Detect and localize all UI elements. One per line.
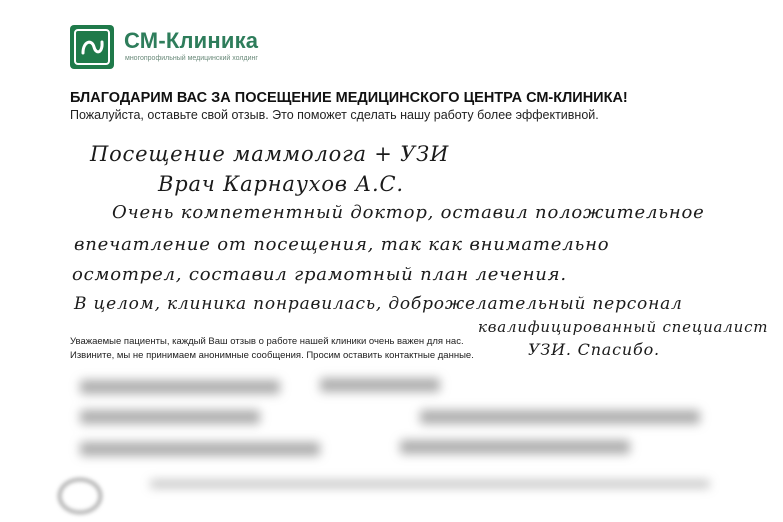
- handwritten-line-6: В целом, клиника понравилась, доброжелательный персонал: [74, 294, 683, 314]
- checkbox-circle: [58, 478, 102, 514]
- handwritten-line-7: квалифицированный специалист: [478, 318, 769, 336]
- notice-line-2: Извините, мы не принимаем анонимные сообщения. Просим оставить контактные данные.: [70, 350, 474, 361]
- brand-tagline: многопрофильный медицинский холдинг: [125, 55, 258, 62]
- handwritten-line-1: Посещение маммолога + УЗИ: [90, 142, 450, 166]
- notice-line-1: Уважаемые пациенты, каждый Ваш отзыв о работе нашей клиники очень важен для нас.: [70, 336, 464, 347]
- handwritten-line-4: впечатление от посещения, так как внимательно: [74, 234, 610, 255]
- redacted-contact-area: [60, 370, 750, 510]
- form-subline: Пожалуйста, оставьте свой отзыв. Это поможет сделать нашу работу более эффективной.: [70, 108, 599, 122]
- logo: [70, 25, 114, 69]
- handwritten-line-5: осмотрел, составил грамотный план лечения.: [72, 264, 567, 285]
- form-headline: БЛАГОДАРИМ ВАС ЗА ПОСЕЩЕНИЕ МЕДИЦИНСКОГО ЦЕНТРА СМ-КЛИНИКА!: [70, 90, 628, 106]
- brand-name: СМ-Клиника: [124, 28, 259, 53]
- handwritten-line-8: УЗИ. Спасибо.: [528, 340, 660, 359]
- handwritten-line-3: Очень компетентный доктор, оставил положительное: [112, 202, 705, 223]
- logo-mark-icon: [70, 25, 114, 69]
- handwritten-line-2: Врач Карнаухов А.С.: [158, 172, 404, 196]
